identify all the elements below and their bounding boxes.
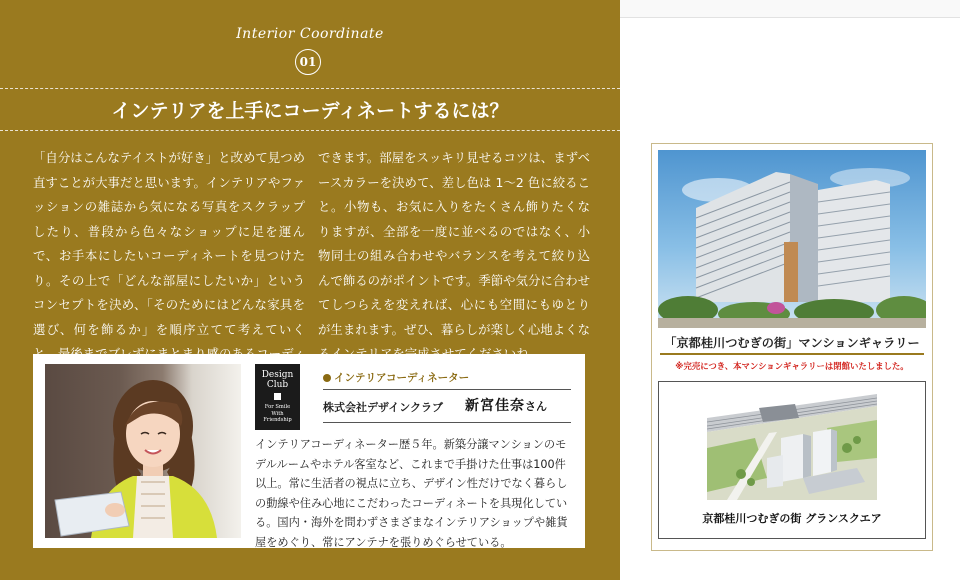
gallery-title: 「京都桂川つむぎの街」マンションギャラリー [664, 336, 920, 350]
coordinator-role: インテリアコーディネーター [323, 370, 469, 385]
aerial-rendering [707, 388, 877, 500]
building-photo [658, 150, 926, 328]
gallery-closed-notice: ※完売につき、本マンションギャラリーは閉館いたしました。 [675, 361, 909, 371]
coordinator-profile [33, 354, 585, 548]
coordinator-photo [45, 364, 241, 538]
series-number-badge: 01 [295, 49, 321, 75]
company-name: 株式会社デザインクラブ [323, 401, 444, 414]
article-body-column-1: 「自分はこんなテイストが好き」と改めて見つめ直すことが大事だと思います。インテリアやファッションの雑誌から気になる写真をスクラップしたり、普段から色々なショップに足を運んで、お手本にしたいコーディネートを見つけたり。その上で「どんな部屋にしたいか」というコンセプトを決め、「そのためにはどんな家具を選び、何を飾るか」を順序立てて考えていく [33, 150, 305, 337]
divider [0, 88, 620, 89]
coordinator-bio: インテリアコーディネーター歴５年。新築分譲マンションのモデルルームやホテル客室など、これまで手掛けた仕事は100件以上。常に生活者の視点に立ち、デザイン性だけでなく暮らしの動線や住み心地にこだわったコーディネートを具現化している。国内・海外を問わずさまざまなインテリアショップや雑貨屋をめぐり、常にアンテナを張りめぐらせている。 [255, 438, 568, 549]
bullet-icon [323, 374, 331, 382]
top-strip [620, 0, 960, 18]
design-club-logo: Design Club For Smile With Friendship [255, 364, 300, 430]
aerial-caption: 京都桂川つむぎの街 グランスクエア [702, 512, 882, 525]
article-heading: インテリアを上手にコーディネートするには？ [111, 100, 509, 122]
divider [660, 353, 924, 355]
divider [0, 130, 620, 131]
article-body-column-2: できます。部屋をスッキリ見せるコツは、まずベースカラーを決めて、差し色は 1〜2 色に絞ること。小物も、お気に入りをたくさん飾りたくなりますが、全部を一度に並べるのではなく、小物同士の組み合わせやバランスを考えて絞り込んで飾るのがポイントです。季節や気分に合わせてしつらえを変えれば、心にも空間にもゆとりが生まれます。ぜひ、暮らしが楽しく心地よくな [318, 150, 590, 337]
divider [323, 422, 571, 423]
coordinator-name: 新宮佳奈さん [465, 398, 547, 414]
series-title: Interior Coordinate [236, 26, 384, 42]
aerial-map-box [658, 381, 926, 539]
divider [323, 389, 571, 390]
